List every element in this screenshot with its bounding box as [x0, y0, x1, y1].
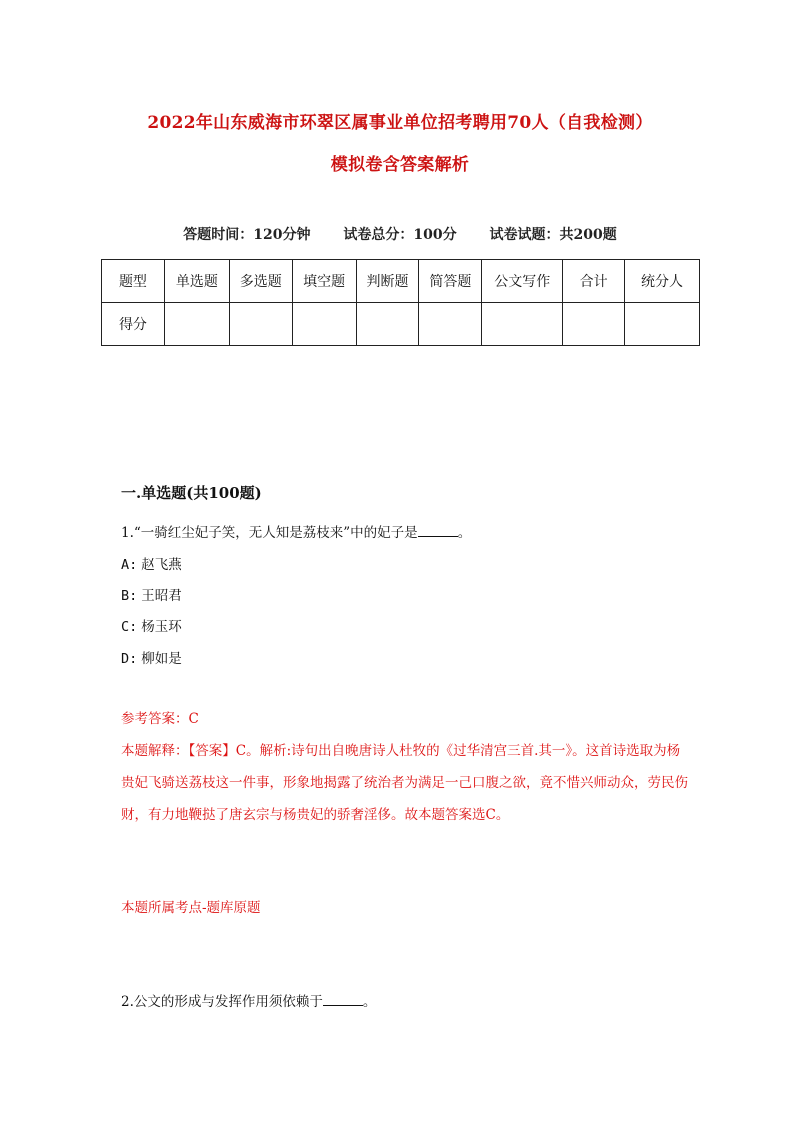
knowledge-point: 本题所属考点-题库原题	[121, 900, 261, 916]
option-key: B:	[121, 588, 138, 604]
option-a	[121, 553, 182, 573]
option-d	[121, 647, 182, 667]
exam-time: 答题时间：120分钟	[183, 227, 311, 243]
score-header-cell: 填空题	[292, 260, 356, 303]
score-cell	[625, 303, 700, 346]
option-key: C:	[121, 619, 138, 635]
score-cell	[292, 303, 356, 346]
score-header-cell: 单选题	[164, 260, 229, 303]
question-text: 1.“一骑红尘妃子笑，无人知是荔枝来”中的妃子是	[121, 525, 418, 541]
exam-meta	[0, 224, 800, 244]
score-header-cell: 简答题	[419, 260, 482, 303]
option-c	[121, 615, 182, 635]
option-text: 赵飞燕	[141, 557, 182, 573]
answer-explanation: 本题解释：【答案】C。解析:诗句出自晚唐诗人杜牧的《过华清宫三首.其一》。这首诗选取为杨贵妃飞骑送荔枝这一件事，形象地揭露了统治者为满足一己口腹之欲，竟不惜兴师动众，劳民伤财，有力地鞭挞了唐玄宗与杨贵妃的骄奢淫侈。故本题答案选C。	[121, 743, 688, 823]
option-b	[121, 584, 182, 604]
option-key: D:	[121, 651, 138, 667]
exam-question-count: 试卷试题：共200题	[489, 227, 617, 243]
question-2-stem	[121, 990, 376, 1010]
score-cell	[563, 303, 625, 346]
score-cell	[229, 303, 292, 346]
exam-total-score: 试卷总分：100分	[343, 227, 457, 243]
document-title-line2: 模拟卷含答案解析	[330, 155, 470, 175]
document-title-line1: 2022年山东威海市环翠区属事业单位招考聘用70人（自我检测）	[147, 113, 653, 133]
score-cell	[356, 303, 419, 346]
question-1-stem	[121, 521, 471, 541]
score-table-row	[102, 303, 700, 346]
score-row-label: 得分	[102, 303, 165, 346]
score-header-cell: 题型	[102, 260, 165, 303]
score-header-cell: 判断题	[356, 260, 419, 303]
section-title: 一.单选题(共100题)	[121, 484, 262, 502]
question-text: 2.公文的形成与发挥作用须依赖于	[121, 994, 323, 1010]
option-text: 杨玉环	[141, 619, 182, 635]
score-table-header-row	[102, 260, 700, 303]
score-header-cell: 多选题	[229, 260, 292, 303]
question-end: 。	[362, 994, 377, 1010]
option-key: A:	[121, 557, 138, 573]
score-cell	[419, 303, 482, 346]
score-header-cell: 合计	[563, 260, 625, 303]
question-end: 。	[457, 525, 472, 541]
answer-blank	[418, 524, 458, 537]
score-cell	[164, 303, 229, 346]
score-header-cell: 统分人	[625, 260, 700, 303]
option-text: 王昭君	[141, 588, 182, 604]
option-text: 柳如是	[141, 651, 182, 667]
reference-answer: 参考答案：C	[121, 711, 199, 727]
score-cell	[482, 303, 563, 346]
answer-blank	[323, 993, 363, 1006]
score-header-cell: 公文写作	[482, 260, 563, 303]
score-table	[101, 259, 700, 346]
